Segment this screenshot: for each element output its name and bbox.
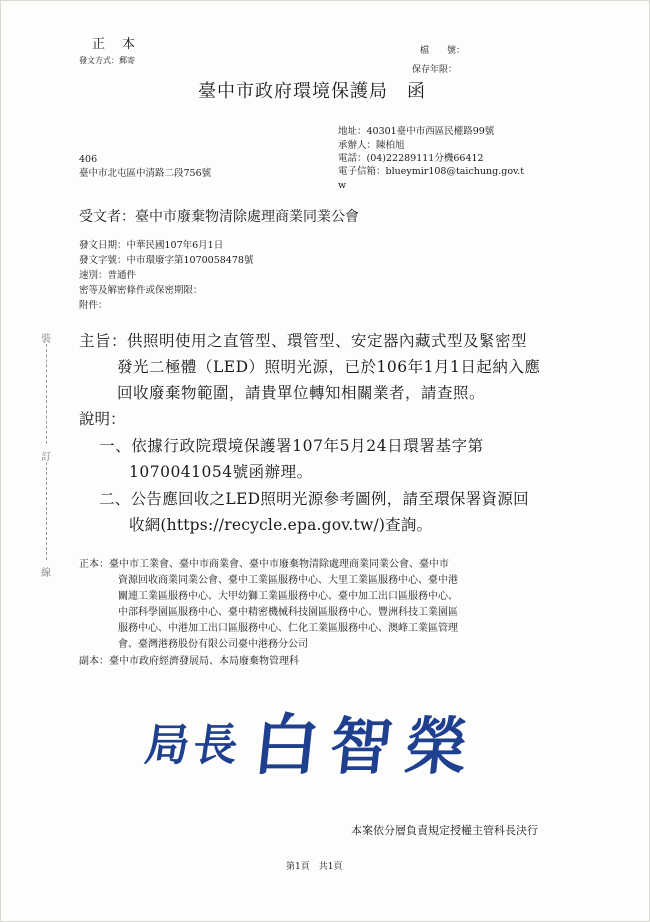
subject-line-2: 發光二極體（LED）照明光源，已於106年1月1日起納入應 xyxy=(117,358,541,376)
subject-line-3: 回收廢棄物範圍，請貴單位轉知相關業者，請查照。 xyxy=(117,384,486,402)
original-recipients-line: 關連工業區服務中心、大甲幼獅工業區服務中心、臺中加工出口區服務中心、 xyxy=(118,591,458,602)
seal-glyph-zhi: 智 xyxy=(326,710,396,783)
original-recipients-line: 會、臺灣港務股份有限公司臺中港務分公司 xyxy=(118,639,308,650)
sender-email-continued: w xyxy=(338,180,347,191)
copy-recipients: 副本：臺中市政府經濟發展局、本局廢棄物管理科 xyxy=(79,656,299,667)
original-recipients-line: 中部科學園區服務中心、臺中精密機械科技園區服務中心、豐洲科技工業園區 xyxy=(118,607,458,618)
issue-date: 發文日期：中華民國107年6月1日 xyxy=(79,240,224,251)
sender-phone: 電話：(04)22289111分機66412 xyxy=(338,153,484,164)
recipient: 受文者：臺中市廢棄物清除處理商業同業公會 xyxy=(79,209,359,225)
attachment: 附件： xyxy=(79,300,108,311)
binding-dashed-line xyxy=(46,462,48,560)
binding-mark-line: 線 xyxy=(41,568,51,579)
retention-label: 保存年限： xyxy=(412,65,458,75)
original-recipients-line: 服務中心、中港加工出口區服務中心、仁化工業區服務中心、澳峰工業區管理 xyxy=(118,623,458,634)
delivery-speed: 速別：普通件 xyxy=(79,270,137,281)
sender-address: 地址：40301臺中市西區民權路99號 xyxy=(338,126,495,137)
page-number: 第1頁 共1頁 xyxy=(286,862,343,872)
explanation-item-1-line-1: 一、依據行政院環境保護署107年5月24日環署基字第 xyxy=(99,437,484,455)
subject-line-1: 主旨：供照明使用之直管型、環管型、安定器內藏式型及緊密型 xyxy=(79,332,528,350)
delegation-note: 本案依分層負責規定授權主管科長決行 xyxy=(351,824,538,837)
binding-mark-staple: 訂 xyxy=(41,452,51,463)
seal-glyph-bureau: 局 xyxy=(142,719,194,771)
copy-type: 正 本 xyxy=(92,37,138,52)
seal-glyph-bai: 白 xyxy=(249,706,324,784)
document-title: 臺中市政府環境保護局 函 xyxy=(198,81,426,102)
recipient-postal-code: 406 xyxy=(79,154,98,165)
document-number: 發文字號：中市環廢字第1070058478號 xyxy=(79,255,254,266)
binding-dashed-line xyxy=(46,344,48,444)
signature-graphic xyxy=(142,700,490,784)
security-level: 密等及解密條件或保密期限： xyxy=(79,285,203,296)
director-signature-seal xyxy=(142,700,490,784)
original-recipients-line: 資源回收商業同業公會、臺中工業區服務中心、大里工業區服務中心、臺中港 xyxy=(118,575,458,586)
binding-mark-bind: 裝 xyxy=(41,334,51,345)
file-number-label: 檔 號： xyxy=(420,46,466,56)
explanation-label: 說明： xyxy=(79,410,126,428)
original-recipients-line: 正本：臺中市工業會、臺中市商業會、臺中市廢棄物清除處理商業同業公會、臺中市 xyxy=(79,559,449,570)
seal-glyph-rong: 榮 xyxy=(401,710,471,783)
sender-email: 電子信箱：blueymir108@taichung.gov.t xyxy=(338,166,525,177)
send-method: 發文方式：郵寄 xyxy=(79,56,135,65)
explanation-item-2-line-2: 收網(https://recycle.epa.gov.tw/)查詢。 xyxy=(129,516,433,534)
explanation-item-2-line-1: 二、公告應回收之LED照明光源參考圖例，請至環保署資源回 xyxy=(99,490,529,508)
explanation-item-1-line-2: 1070041054號函辦理。 xyxy=(129,463,313,481)
recipient-street-address: 臺中市北屯區中清路二段756號 xyxy=(79,168,212,179)
sender-contact: 承辦人：陳柏旭 xyxy=(338,140,405,151)
seal-glyph-chief: 長 xyxy=(190,719,242,771)
